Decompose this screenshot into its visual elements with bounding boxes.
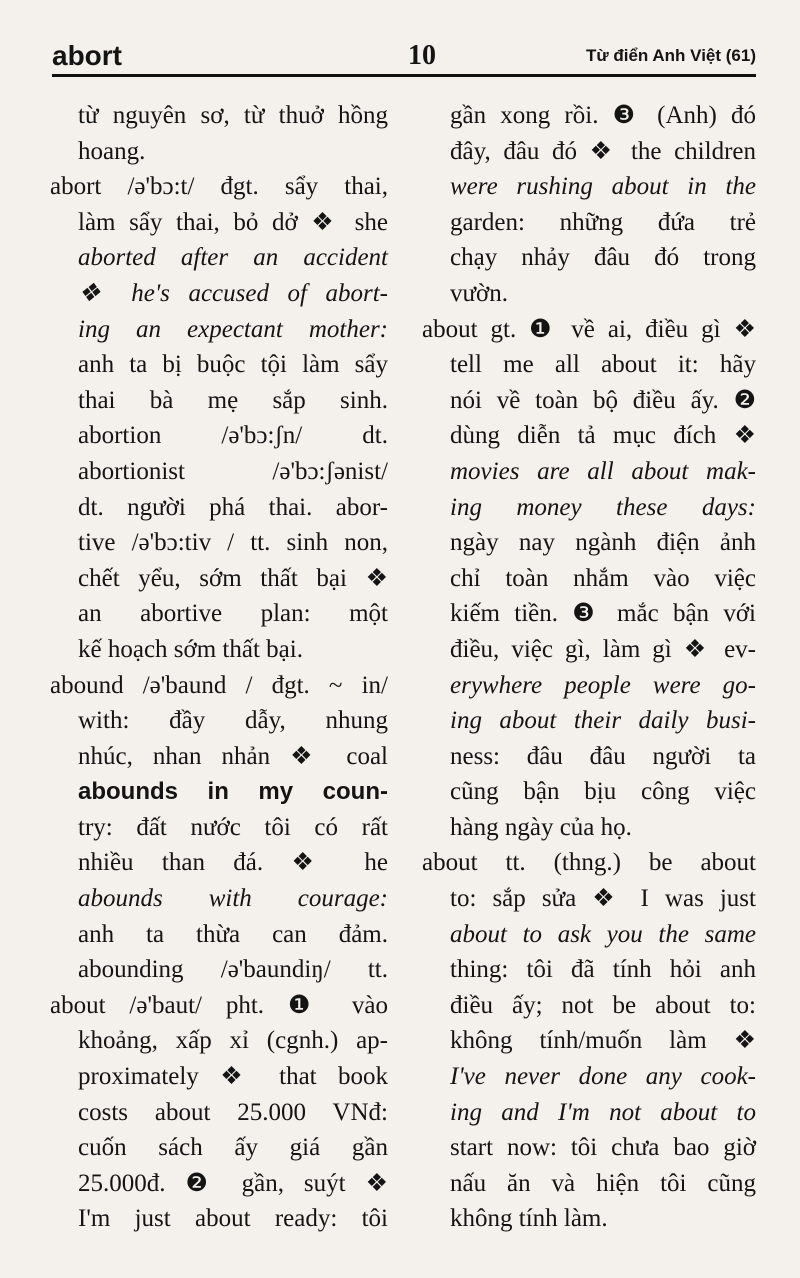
entry-line: ngày nay ngành điện ảnh [450, 529, 756, 557]
entry-line: nói về toàn bộ điều ấy. ❷ [450, 386, 756, 414]
entry-line: điều, việc gì, làm gì ❖ ev- [450, 635, 756, 663]
entry-line: thing: tôi đã tính hỏi anh [450, 956, 756, 984]
entry-line: chạy nhảy đâu đó trong [450, 244, 756, 272]
entry-line: abortionist /ə'bɔ:ʃənist/ [78, 457, 388, 485]
entry-line: ing and I'm not about to [450, 1098, 756, 1126]
entry-line: about /ə'baut/ pht. ❶ vào [50, 991, 388, 1019]
entry-line: erywhere people were go- [450, 671, 756, 699]
entry-line: try: đất nước tôi có rất [78, 813, 388, 841]
entry-line: cuốn sách ấy giá gần [78, 1134, 388, 1162]
entry-line: about gt. ❶ về ai, điều gì ❖ [422, 315, 756, 343]
entry-line: abortion /ə'bɔ:ʃn/ dt. [78, 422, 388, 450]
entry-line: điều ấy; not be about to: [450, 991, 756, 1019]
entry-line: I've never done any cook- [450, 1063, 756, 1091]
entry-line: kiếm tiền. ❸ mắc bận với [450, 600, 756, 628]
page-header [52, 38, 756, 77]
entry-line: từ nguyên sơ, từ thuở hồng [78, 102, 388, 129]
left-column [50, 98, 388, 1237]
entry-line: nhiều than đá. ❖ he [78, 849, 388, 877]
entry-line: garden: những đứa trẻ [450, 208, 756, 236]
entry-line: thai bà mẹ sắp sinh. [78, 386, 388, 414]
entry-line: with: đầy dẫy, nhung [78, 707, 388, 735]
entry-line: ing money these days: [450, 493, 756, 521]
entry-line: anh ta thừa can đảm. [78, 920, 388, 948]
right-column [422, 98, 756, 1237]
entry-line: vườn. [450, 279, 509, 307]
entry-line: aborted after an accident [78, 244, 388, 272]
entry-line: to: sắp sửa ❖ I was just [450, 885, 756, 913]
entry-line: chết yểu, sớm thất bại ❖ [78, 564, 388, 592]
page-number: 10 [408, 40, 436, 71]
entry-line: about to ask you the same [450, 920, 756, 948]
entry-line: ❖ he's accused of abort- [78, 279, 388, 307]
entry-line: làm sẩy thai, bỏ dở ❖ she [78, 208, 388, 236]
entry-line: nhúc, nhan nhản ❖ coal [78, 742, 388, 770]
entry-line: dùng diễn tả mục đích ❖ [450, 422, 756, 450]
entry-line: nấu ăn và hiện tôi cũng [450, 1169, 756, 1197]
entry-line: ness: đâu đâu người ta [450, 742, 756, 770]
entry-line: kế hoạch sớm thất bại. [78, 635, 303, 663]
entry-line: movies are all about mak- [450, 457, 756, 485]
entry-line: ing about their daily busi- [450, 707, 756, 735]
entry-line: tell me all about it: hãy [450, 351, 756, 379]
running-headword: abort [52, 40, 122, 71]
entry-line: abounds with courage: [78, 885, 388, 913]
entry-line: costs about 25.000 VNđ: [78, 1098, 388, 1126]
entry-line: an abortive plan: một [78, 600, 388, 628]
entry-line: hàng ngày của họ. [450, 813, 632, 841]
entry-line: không tính làm. [450, 1205, 608, 1233]
entry-line: I'm just about ready: tôi [78, 1205, 388, 1233]
entry-line: chỉ toàn nhắm vào việc [450, 564, 756, 592]
entry-line: start now: tôi chưa bao giờ [450, 1134, 756, 1162]
entry-line: abound /ə'baund / đgt. ~ in/ [50, 671, 388, 699]
entry-line: gần xong rồi. ❸ (Anh) đó [450, 102, 756, 129]
entry-line: proximately ❖ that book [78, 1063, 388, 1091]
entry-line: abort /ə'bɔ:t/ đgt. sẩy thai, [50, 173, 388, 201]
entry-line: abounds in my coun- [78, 778, 388, 806]
entry-line: 25.000đ. ❷ gần, suýt ❖ [78, 1169, 388, 1197]
entry-line: hoang. [78, 137, 146, 165]
entry-line: dt. người phá thai. abor- [78, 493, 388, 521]
entry-line: abounding /ə'baundiŋ/ tt. [78, 956, 388, 984]
entry-line: were rushing about in the [450, 173, 756, 201]
entry-line: cũng bận bịu công việc [450, 778, 756, 806]
entry-line: khoảng, xấp xỉ (cgnh.) ap- [78, 1027, 388, 1055]
entry-line: tive /ə'bɔ:tiv / tt. sinh non, [78, 529, 388, 557]
entry-line: không tính/muốn làm ❖ [450, 1027, 756, 1055]
entry-line: anh ta bị buộc tội làm sẩy [78, 351, 388, 379]
entry-line: about tt. (thng.) be about [422, 849, 756, 877]
entry-line: đây, đâu đó ❖ the children [450, 137, 756, 165]
entry-line: ing an expectant mother: [78, 315, 388, 343]
book-title: Từ điển Anh Việt (61) [585, 46, 756, 65]
